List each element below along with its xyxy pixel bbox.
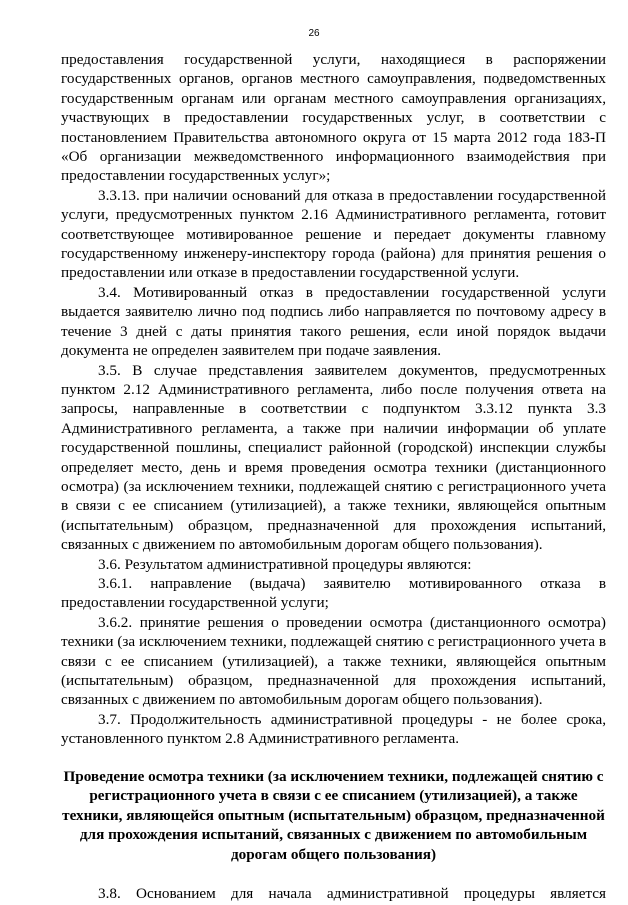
paragraph-3-6: 3.6. Результатом административной процедуры являются: <box>98 555 472 573</box>
paragraph-3-8: 3.8. Основанием для начала административной процедуры является <box>98 884 606 902</box>
document-body <box>61 50 606 903</box>
paragraph-3-3-13: 3.3.13. при наличии оснований для отказа в предоставлении государственной услуги, предусмотренных пунктом 2.16 Административного регламента, готовит соответствующее мотивированное решение и передает документы главному государственному инженеру-инспектору города (района) для принятия решения о предоставлении или отказе в предоставлении государственной услуги. <box>61 186 606 282</box>
paragraph-continuation: предоставления государственной услуги, находящиеся в распоряжении государственных органов, органов местного самоуправления, подведомственных государственным органам или органам местного самоуправления организациях, участвующих в предоставлении государственных услуг, в соответствии с постановлением Правительства автономного округа от 15 марта 2012 года 183-П «Об организации межведомственного информационного взаимодействия при предоставлении государственных услуг»; <box>61 51 606 185</box>
page-number: 26 <box>308 28 320 39</box>
paragraph-3-7: 3.7. Продолжительность административной процедуры - не более срока, установленного пунктом 2.8 Административного регламента. <box>61 710 606 748</box>
paragraph-3-5: 3.5. В случае представления заявителем документов, предусмотренных пунктом 2.12 Административного регламента, либо после получения ответа на запросы, направленные в соответствии с подпунктом 3.3.12 пункта 3.3 Административного регламента, а также при наличии информации об уплате государственной пошлины, специалист районной (городской) инспекции службы определяет место, день и время проведения осмотра техники (дистанционного осмотра) (за исключением техники, подлежащей снятию с регистрационного учета в связи с ее списанием (утилизацией), а также техники, являющейся опытным (испытательным) образцом, предназначенной для прохождения испытаний, связанных с движением по автомобильным дорогам общего пользования). <box>61 361 606 554</box>
paragraph-3-6-1: 3.6.1. направление (выдача) заявителю мотивированного отказа в предоставлении государственной услуги; <box>61 574 606 612</box>
section-heading: Проведение осмотра техники (за исключением техники, подлежащей снятию с регистрационного учета в связи с ее списанием (утилизацией), а также техники, являющейся опытным (испытательным) образцом, предназначенной для прохождения испытаний, связанных с движением по автомобильным дорогам общего пользования) <box>62 767 605 863</box>
paragraph-3-6-2: 3.6.2. принятие решения о проведении осмотра (дистанционного осмотра) техники (за исключением техники, подлежащей снятию с регистрационного учета в связи с ее списанием (утилизацией), а также техники, являющейся опытным (испытательным) образцом, предназначенной для прохождения испытаний, связанных с движением по автомобильным дорогам общего пользования). <box>61 613 606 709</box>
paragraph-3-4: 3.4. Мотивированный отказ в предоставлении государственной услуги выдается заявителю лично под подпись либо направляется по почтовому адресу в течение 3 дней с даты принятия такого решения, если иной порядок выдачи документа не определен заявителем при подаче заявления. <box>61 283 606 360</box>
